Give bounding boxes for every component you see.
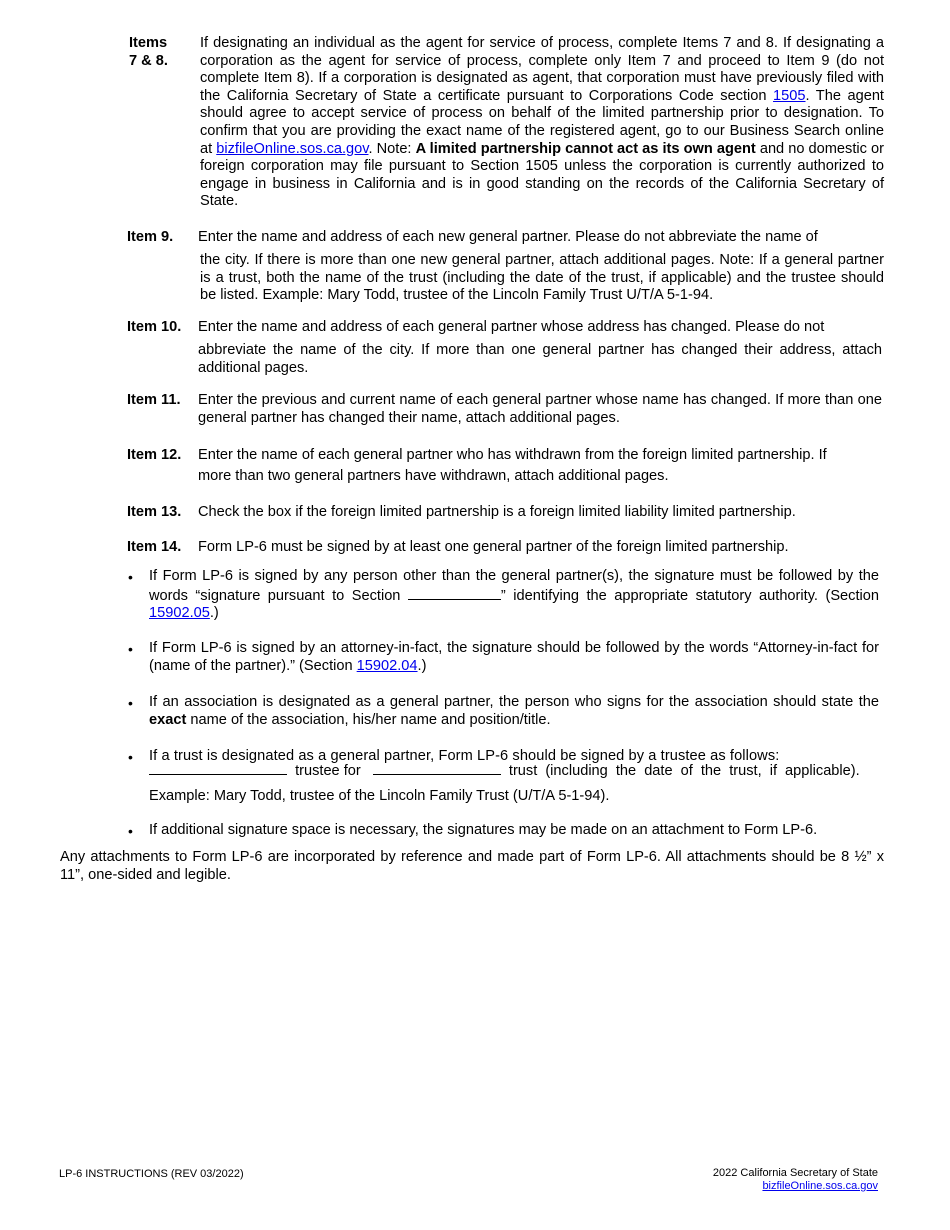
footer-bizfile-link[interactable]: bizfileOnline.sos.ca.gov [762, 1180, 878, 1192]
bullet-4-line2: trustee for trust (including the date of the trust, if applicable). [149, 761, 879, 779]
bullet-3-text: If an association is designated as a general partner, the person who signs for the association should state the exact name of the association, his/her name and position/title. [149, 694, 879, 728]
exact-emphasis: exact [149, 711, 187, 728]
item-12-text: more than two general partners have withdrawn, attach additional pages. [198, 468, 669, 484]
item-11-label: Item 11. [127, 392, 181, 408]
bullet-5-text: If additional signature space is necessary, the signatures may be made on an attachment to Form LP-6. [149, 822, 818, 838]
item-10-text: abbreviate the name of the city. If more than one general partner has changed their address, attach additional pages. [198, 342, 882, 376]
trust-name-blank-line [373, 761, 501, 775]
bullet-4-example: Example: Mary Todd, trustee of the Lincoln Family Trust (U/T/A 5-1-94). [149, 788, 610, 804]
section-1505-link[interactable]: 1505 [773, 87, 806, 104]
trustee-blank-line [149, 761, 287, 775]
footer-copyright [713, 1167, 878, 1193]
bizfile-online-link[interactable]: bizfileOnline.sos.ca.gov [216, 140, 369, 157]
items-7-8-label-line2: 7 & 8. [129, 52, 168, 69]
item-10-label: Item 10. [127, 319, 182, 335]
section-blank-line [408, 586, 501, 600]
item-12-line1: Enter the name of each general partner who has withdrawn from the foreign limited partnership. If [198, 447, 827, 463]
section-15902-05-link[interactable]: 15902.05 [149, 605, 210, 622]
item-9-text: the city. If there is more than one new general partner, attach additional pages. Note: If a general partner is a trust, both the name of the trust (including the date of the trust, if applicable) and the trustee should be listed. Example: Mary Todd, trustee of the Lincoln Family Trust U/T/A 5-1-94. [200, 252, 884, 304]
bullet-2-dot: • [128, 641, 133, 657]
section-15902-04-link[interactable]: 15902.04 [356, 657, 418, 674]
item-10-line1: Enter the name and address of each general partner whose address has changed. Please do not [198, 319, 825, 335]
item-9-line1: Enter the name and address of each new general partner. Please do not abbreviate the name of [198, 229, 818, 245]
items-7-8-text: If designating an individual as the agent for service of process, complete Items 7 and 8. If designating a corporation as the agent for service of process, complete only Item 7 and proceed to Item 9 (do not complete Item 8). If a corporation is designated as agent, that corporation must have previously filed with the California Secretary of State a certificate pursuant to Corporations Code section 1505. The agent should agree to accept service of process on behalf of the limited partnership prior to designation. To confirm that you are providing the exact name of the registered agent, go to our Business Search online at bizfileOnline.sos.ca.gov. Note: A limited partnership cannot act as its own agent and no domestic or foreign corporation may file pursuant to Section 1505 unless the corporation is currently authorized to engage in business in California and is in good standing on the records of the California Secretary of State. [200, 35, 884, 210]
footer-copyright-text: 2022 California Secretary of State [712, 1167, 878, 1179]
items-7-8-label [129, 35, 189, 70]
own-agent-note: A limited partnership cannot act as its own agent [415, 140, 756, 157]
item-14-label: Item 14. [127, 539, 182, 555]
item-9-label: Item 9. [127, 229, 174, 245]
attachments-paragraph: Any attachments to Form LP-6 are incorporated by reference and made part of Form LP-6. All attachments should be 8 ½” x 11”, one-sided and legible. [60, 849, 884, 883]
item-14-text: Form LP-6 must be signed by at least one general partner of the foreign limited partnership. [198, 539, 789, 555]
bullet-1-dot: • [128, 569, 133, 585]
item-13-label: Item 13. [127, 504, 182, 520]
bullet-2-text: If Form LP-6 is signed by an attorney-in-fact, the signature should be followed by the words “Attorney-in-fact for (name of the partner).” (Section 15902.04.) [149, 640, 879, 674]
items-7-8-label-line1: Items [129, 35, 168, 51]
bullet-5-dot: • [128, 823, 133, 839]
bullet-3-dot: • [128, 695, 133, 711]
item-11-text: Enter the previous and current name of each general partner whose name has changed. If more than one general partner has changed their name, attach additional pages. [198, 392, 882, 426]
bullet-4-dot: • [128, 749, 133, 765]
bullet-1-text: If Form LP-6 is signed by any person other than the general partner(s), the signature must be followed by the words “signature pursuant to Section ” identifying the appropriate statutory authority. (Section 15902.05.) [149, 568, 879, 622]
footer-form-revision: LP-6 INSTRUCTIONS (REV 03/2022) [59, 1168, 244, 1180]
item-13-text: Check the box if the foreign limited partnership is a foreign limited liability limited partnership. [198, 504, 796, 520]
bullet-4-line1: If a trust is designated as a general partner, Form LP-6 should be signed by a trustee as follows: [149, 748, 780, 764]
item-12-label: Item 12. [127, 447, 182, 463]
